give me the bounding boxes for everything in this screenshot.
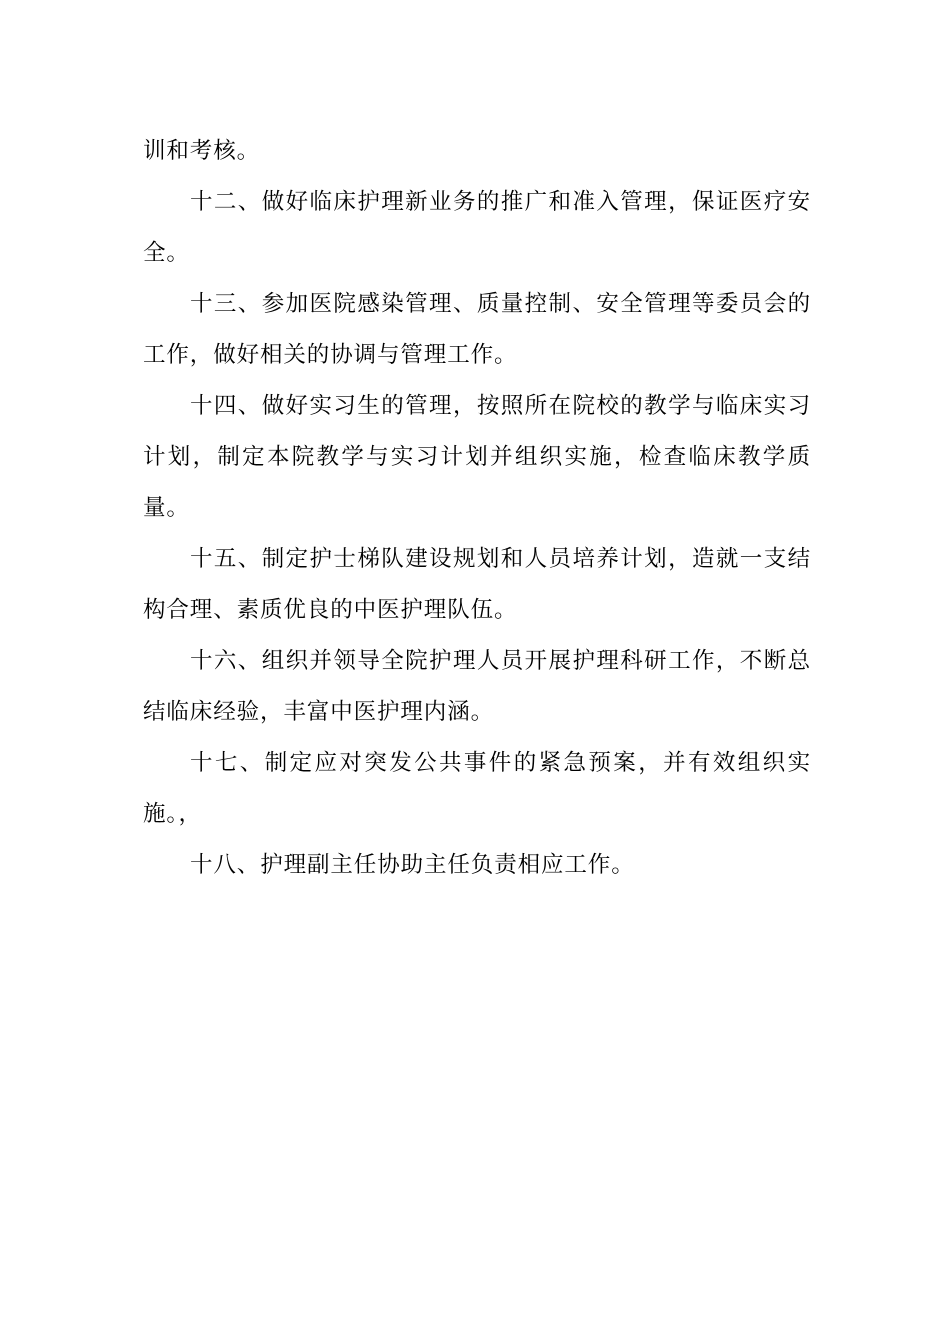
paragraph-item-18: 十八、护理副主任协助主任负责相应工作。	[190, 852, 635, 878]
paragraph-item-17: 十七、制定应对突发公共事件的紧急预案，并有效组织实施。，	[143, 750, 811, 827]
document-body	[143, 126, 811, 891]
paragraph-item-13: 十三、参加医院感染管理、质量控制、安全管理等委员会的工作，做好相关的协调与管理工作。	[143, 291, 811, 368]
paragraph-item-15: 十五、制定护士梯队建设规划和人员培养计划，造就一支结构合理、素质优良的中医护理队伍。	[143, 546, 811, 623]
paragraph-item-14: 十四、做好实习生的管理，按照所在院校的教学与临床实习计划，制定本院教学与实习计划并组织实施，检查临床教学质量。	[143, 393, 811, 521]
paragraph-item-16: 十六、组织并领导全院护理人员开展护理科研工作，不断总结临床经验，丰富中医护理内涵。	[143, 648, 811, 725]
paragraph-continuation: 训和考核。	[143, 138, 261, 164]
paragraph-item-12: 十二、做好临床护理新业务的推广和准入管理，保证医疗安全。	[143, 189, 811, 266]
